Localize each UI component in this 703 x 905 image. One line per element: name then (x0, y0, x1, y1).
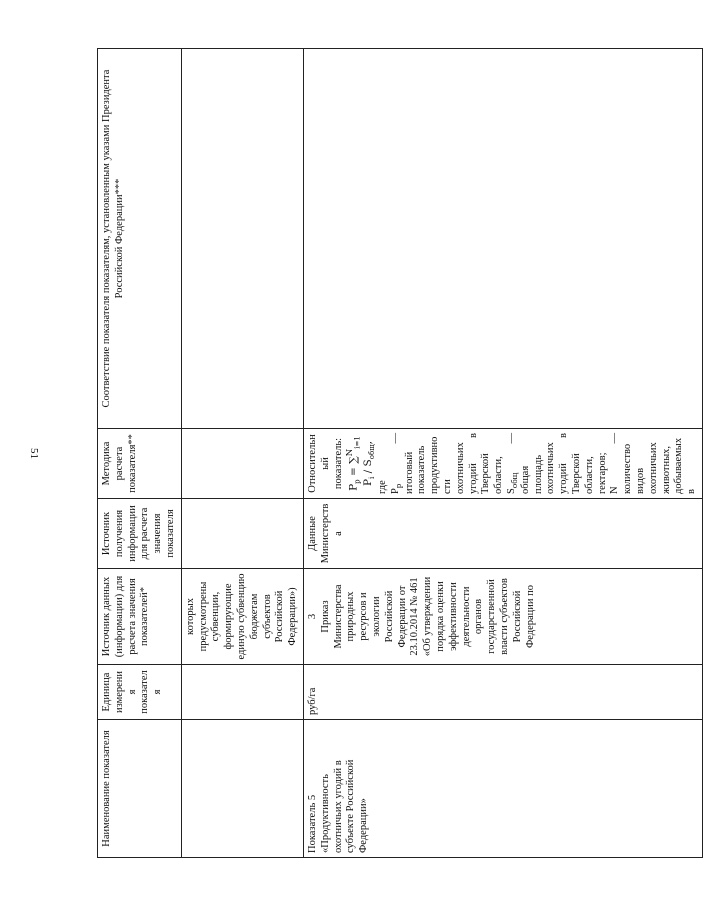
table-row (303, 49, 702, 858)
cell-unit (181, 665, 303, 720)
cell-source-info: Данные Министерства (303, 499, 702, 569)
header-methodology: Методика расчета показателя** (98, 429, 182, 499)
cell-name: Показатель 5 «Продуктивность охотничьих угодий в субъекте Российской Федерации» (303, 720, 702, 858)
methodology-pp-definition: $P_р$ — итоговый показатель продуктивности охотничьих угодий в Тверской области, (389, 433, 505, 494)
methodology-n-definition: N — количество видов охотничьих животных, добываемых в (609, 433, 698, 494)
source-data-number: 3 (306, 613, 318, 620)
methodology-s-definition: $S_{общ}$ — общая площадь охотничьих угодий в Тверской области, гектаров; (506, 433, 608, 494)
methodology-formula: $P_р = \sum^N_{i=1}$ $P_i / S_{общ}$, (345, 436, 377, 491)
page-number: 51 (28, 448, 40, 459)
header-unit: Единица измерения показателя (98, 665, 182, 720)
header-decrees: Соответствие показателя показателям, установленным указами Президента Российской Федерации*** (98, 49, 182, 429)
cell-name (181, 720, 303, 858)
cell-source-info (181, 499, 303, 569)
header-indicator-name: Наименование показателя (98, 720, 182, 858)
cell-methodology (303, 429, 702, 499)
cell-methodology (181, 429, 303, 499)
source-data-text: Приказ Министерства природных ресурсов и экологии Российской Федерации от 23.10.2014 № 461 «Об утверждении порядка оценки эффективности деятельности органов государственной власти субъектов Российской Федерации по (319, 576, 536, 657)
header-source-data: Источник данных (информации) для расчета значения показателей* (98, 569, 182, 665)
cell-decrees (303, 49, 702, 429)
header-source-info: Источник получения информации для расчета значения показателя (98, 499, 182, 569)
indicator-table (97, 48, 703, 858)
cell-source-data: которых предусмотрены субвенции, формирующие единую субвенцию бюджетам субъектов Российской Федерации») (181, 569, 303, 665)
table-row (181, 49, 303, 858)
cell-decrees (181, 49, 303, 429)
table-header-row (98, 49, 182, 858)
cell-unit: руб/га (303, 665, 702, 720)
methodology-where: где (377, 480, 389, 494)
methodology-intro: Относительный показатель: (306, 434, 344, 493)
cell-source-data (303, 569, 702, 665)
rotated-page-content (97, 48, 698, 858)
